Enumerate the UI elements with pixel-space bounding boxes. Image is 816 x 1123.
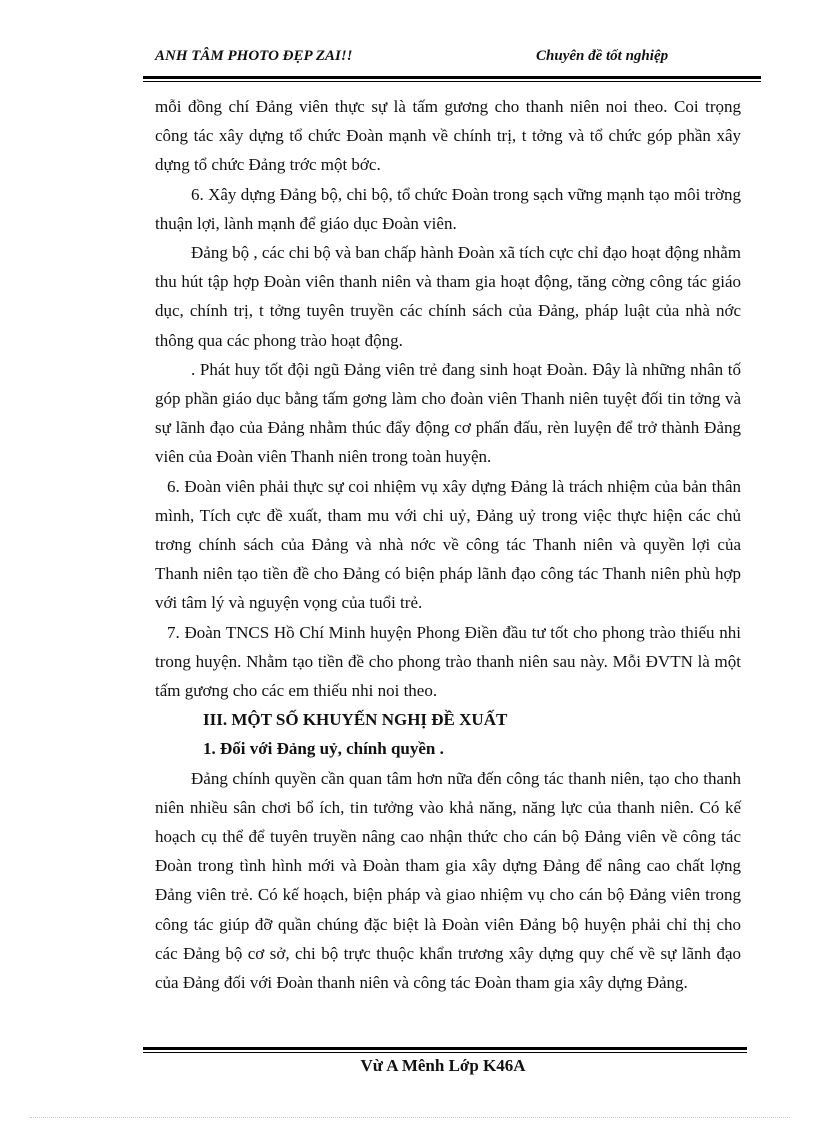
paragraph: Đảng bộ , các chi bộ và ban chấp hành Đoàn xã tích cực chỉ đạo hoạt động nhằm thu hút tập hợp Đoàn viên thanh niên và tham gia hoạt động, tăng cờng công tác giáo dục, chính trị, t tởng tuyên truyền các chính sách của Đảng, pháp luật của nhà nớc thông qua các phong trào hoạt động. bbox=[155, 243, 741, 350]
paragraph: 6. Xây dựng Đảng bộ, chi bộ, tổ chức Đoàn trong sạch vững mạnh tạo môi trờng thuận lợi, lành mạnh để giáo dục Đoàn viên. bbox=[155, 184, 741, 233]
page-edge-dots bbox=[30, 1117, 790, 1118]
paragraph: mỗi đồng chí Đảng viên thực sự là tấm gương cho thanh niên noi theo. Coi trọng công tác xây dựng tổ chức Đoàn mạnh về chính trị, t tởng và tổ chức góp phần xây dựng tổ chức Đảng trớc một bớc. bbox=[155, 97, 741, 175]
footer-rule-thick bbox=[143, 1047, 747, 1050]
document-body bbox=[155, 92, 741, 997]
header-right: Chuyên đề tốt nghiệp bbox=[536, 48, 669, 64]
subsection-heading: 1. Đối với Đảng uỷ, chính quyền . bbox=[203, 739, 444, 759]
footer-rule-thin bbox=[143, 1052, 747, 1053]
paragraph: 7. Đoàn TNCS Hồ Chí Minh huyện Phong Điền đầu tư tốt cho phong trào thiếu nhi trong huyện. Nhằm tạo tiền đề cho phong trào thanh niên sau này. Mỗi ĐVTN là một tấm gương cho các em thiếu nhi noi theo. bbox=[155, 622, 741, 701]
paragraph: 6. Đoàn viên phải thực sự coi nhiệm vụ xây dựng Đảng là trách nhiệm của bản thân mình, Tích cực đề xuất, tham mu với chi uỷ, Đảng uỷ trong việc thực hiện các chủ trơng chính sách của Đảng và nhà nớc về công tác Thanh niên và quyền lợi của Thanh niên tạo tiền đề cho Đảng có biện pháp lãnh đạo công tác Thanh niên phù hợp với tâm lý và nguyện vọng của tuổi trẻ. bbox=[155, 476, 741, 613]
header-left: ANH TÂM PHOTO ĐẸP ZAI!! bbox=[155, 48, 353, 64]
paragraph: . Phát huy tốt đội ngũ Đảng viên trẻ đang sinh hoạt Đoàn. Đây là những nhân tố góp phần giáo dục bằng tấm gơng làm cho đoàn viên Thanh niên tuyệt đối tin tởng và sự lãnh đạo của Đảng nhằm thúc đẩy động cơ phấn đấu, rèn luyện để trở thành Đảng viên của Đoàn viên Thanh niên trong toàn huyện. bbox=[155, 359, 741, 467]
page-header bbox=[155, 46, 693, 70]
page-footer: Vừ A Mênh Lớp K46A bbox=[360, 1056, 526, 1075]
paragraph: Đảng chính quyền cần quan tâm hơn nữa đến công tác thanh niên, tạo cho thanh niên nhiều sân chơi bổ ích, tin tưởng vào khả năng, năng lực của thanh niên. Có kế hoạch cụ thể để tuyên truyền nâng cao nhận thức cho cán bộ Đảng viên về công tác Đoàn trong tình hình mới và Đoàn tham gia xây dựng Đảng để nâng cao chất lợng Đảng viên trẻ. Có kế hoạch, biện pháp và giao nhiệm vụ cho cán bộ Đảng viên trong công tác giúp đỡ quần chúng đặc biệt là Đoàn viên Đảng bộ huyện phải chỉ thị cho các Đảng bộ cơ sở, chi bộ trực thuộc khẩn trương xây dựng quy chế về sự lãnh đạo của Đảng đối với Đoàn thanh niên và công tác Đoàn tham gia xây dựng Đảng. bbox=[155, 768, 741, 993]
section-heading: III. MỘT SỐ KHUYẾN NGHỊ ĐỀ XUẤT bbox=[203, 710, 508, 730]
header-rule-thick bbox=[143, 76, 761, 79]
header-rule-thin bbox=[143, 81, 761, 82]
